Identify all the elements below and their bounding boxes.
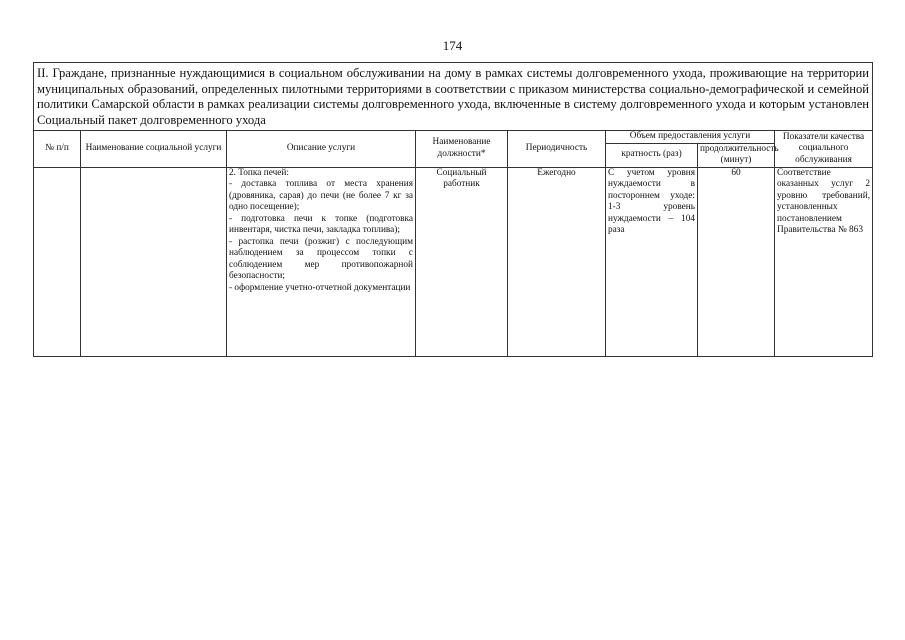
section-title: II. Граждане, признанные нуждающимися в социальном обслуживании на дому в рамках системы долговременного ухода, проживающие на территории муниципальных образований, определенных пилотными территориями в соответствии с приказом министерства социально-демографической и семейной политики Самарской области в рамках реализации системы долговременного ухода, включенные в систему долговременного ухода и которым установлен Социальный пакет долговременного ухода bbox=[34, 63, 873, 131]
description-line: 2. Топка печей: bbox=[229, 167, 289, 178]
cell-periodicity: Ежегодно bbox=[508, 167, 606, 356]
services-table bbox=[33, 62, 873, 357]
description-line: - доставка топлива от места хранения (дровяника, сарая) до печи (не более 7 кг за одно посещение); bbox=[229, 179, 413, 212]
cell-num bbox=[34, 167, 81, 356]
cell-frequency: С учетом уровня нуждаемости в постороннем уходе: 1-3 уровень нуждаемости – 104 раза bbox=[606, 167, 698, 356]
cell-service-name bbox=[81, 167, 227, 356]
header-service-name: Наименование социальной услуги bbox=[81, 131, 227, 168]
cell-quality: Соответствие оказанных услуг 2 уровню требований, установленных постановлением Правительства № 863 bbox=[775, 167, 873, 356]
table-row bbox=[34, 167, 873, 356]
cell-position: Социальный работник bbox=[416, 167, 508, 356]
header-position: Наименование должности* bbox=[416, 131, 508, 168]
cell-duration: 60 bbox=[698, 167, 775, 356]
header-duration: продолжительность (минут) bbox=[698, 143, 775, 167]
header-description: Описание услуги bbox=[227, 131, 416, 168]
header-volume-group: Объем предоставления услуги bbox=[606, 131, 775, 144]
header-num: № п/п bbox=[34, 131, 81, 168]
header-quality: Показатели качества социального обслуживания bbox=[775, 131, 873, 168]
cell-description bbox=[227, 167, 416, 356]
header-frequency: кратность (раз) bbox=[606, 143, 698, 167]
description-line: - подготовка печи к топке (подготовка инвентаря, чистка печи, закладка топлива); bbox=[229, 213, 413, 235]
description-line: - растопка печи (розжиг) с последующим наблюдением за процессом топки с соблюдением мер противопожарной безопасности; bbox=[229, 236, 413, 281]
description-line: - оформление учетно-отчетной документации bbox=[229, 282, 411, 293]
header-periodicity: Периодичность bbox=[508, 131, 606, 168]
page-number: 174 bbox=[442, 38, 463, 53]
